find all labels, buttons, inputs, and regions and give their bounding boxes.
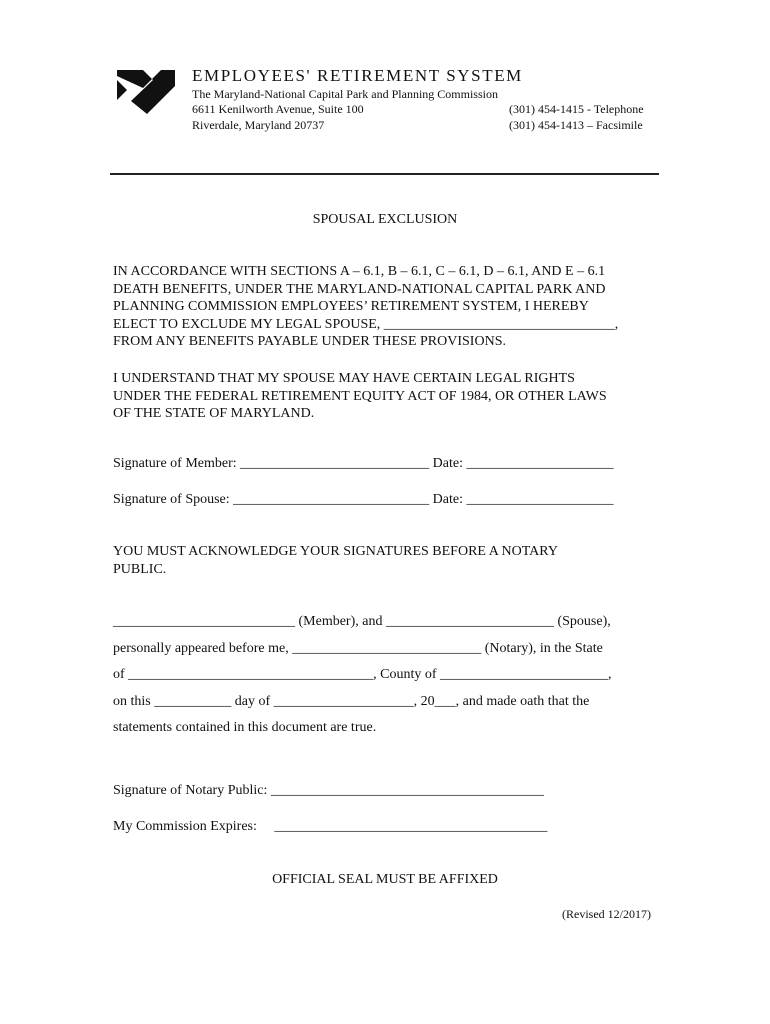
revision-date: (Revised 12/2017) xyxy=(562,907,651,921)
exclusion-paragraph xyxy=(113,263,618,351)
paragraph-line: I UNDERSTAND THAT MY SPOUSE MAY HAVE CERTAIN LEGAL RIGHTS xyxy=(113,371,575,386)
address-line-1: 6611 Kenilworth Avenue, Suite 100 xyxy=(192,102,364,116)
notary-line-statement: statements contained in this document are true. xyxy=(113,720,377,735)
notary-line-date[interactable]: on this ___________ day of ____________________, 20___, and made oath that the xyxy=(113,694,590,709)
notary-line-names[interactable]: __________________________ (Member), and ________________________ (Spouse), xyxy=(113,614,611,629)
paragraph-line: PLANNING COMMISSION EMPLOYEES’ RETIREMENT SYSTEM, I HEREBY xyxy=(113,299,589,314)
seal-notice: OFFICIAL SEAL MUST BE AFFIXED xyxy=(272,872,498,887)
notary-line-appeared[interactable]: personally appeared before me, ___________________________ (Notary), in the State xyxy=(113,641,603,656)
header-divider xyxy=(110,173,659,175)
notary-notice xyxy=(113,543,558,578)
ers-logo-icon xyxy=(117,70,175,114)
paragraph-line: DEATH BENEFITS, UNDER THE MARYLAND-NATIONAL CAPITAL PARK AND xyxy=(113,281,606,297)
org-title: EMPLOYEES' RETIREMENT SYSTEM xyxy=(192,66,523,85)
rights-paragraph xyxy=(113,370,607,423)
facsimile: (301) 454-1413 – Facsimile xyxy=(509,118,643,132)
document-title: SPOUSAL EXCLUSION xyxy=(312,212,458,227)
paragraph-line: IN ACCORDANCE WITH SECTIONS A – 6.1, B – 6.1, C – 6.1, D – 6.1, AND E – 6.1 xyxy=(113,264,606,279)
notice-line: YOU MUST ACKNOWLEDGE YOUR SIGNATURES BEFORE A NOTARY xyxy=(113,544,558,559)
paragraph-line: FROM ANY BENEFITS PAYABLE UNDER THESE PROVISIONS. xyxy=(113,334,506,349)
notice-line: PUBLIC. xyxy=(113,561,167,577)
member-signature-line[interactable]: Signature of Member: ___________________________ Date: _____________________ xyxy=(113,456,614,471)
commission-expires-line[interactable]: My Commission Expires: _______________________________________ xyxy=(113,819,548,834)
notary-signature-line[interactable]: Signature of Notary Public: _______________________________________ xyxy=(113,783,544,798)
telephone: (301) 454-1415 - Telephone xyxy=(509,102,644,116)
address-line-2: Riverdale, Maryland 20737 xyxy=(192,118,325,132)
paragraph-line: UNDER THE FEDERAL RETIREMENT EQUITY ACT OF 1984, OR OTHER LAWS xyxy=(113,388,607,404)
paragraph-line: OF THE STATE OF MARYLAND. xyxy=(113,406,315,421)
notary-line-state-county[interactable]: of ___________________________________, County of ________________________, xyxy=(113,667,612,682)
spouse-signature-line[interactable]: Signature of Spouse: ____________________________ Date: _____________________ xyxy=(113,492,614,507)
commission-name: The Maryland-National Capital Park and Planning Commission xyxy=(192,87,498,101)
spouse-name-line[interactable]: ELECT TO EXCLUDE MY LEGAL SPOUSE, _________________________________, xyxy=(113,316,619,332)
